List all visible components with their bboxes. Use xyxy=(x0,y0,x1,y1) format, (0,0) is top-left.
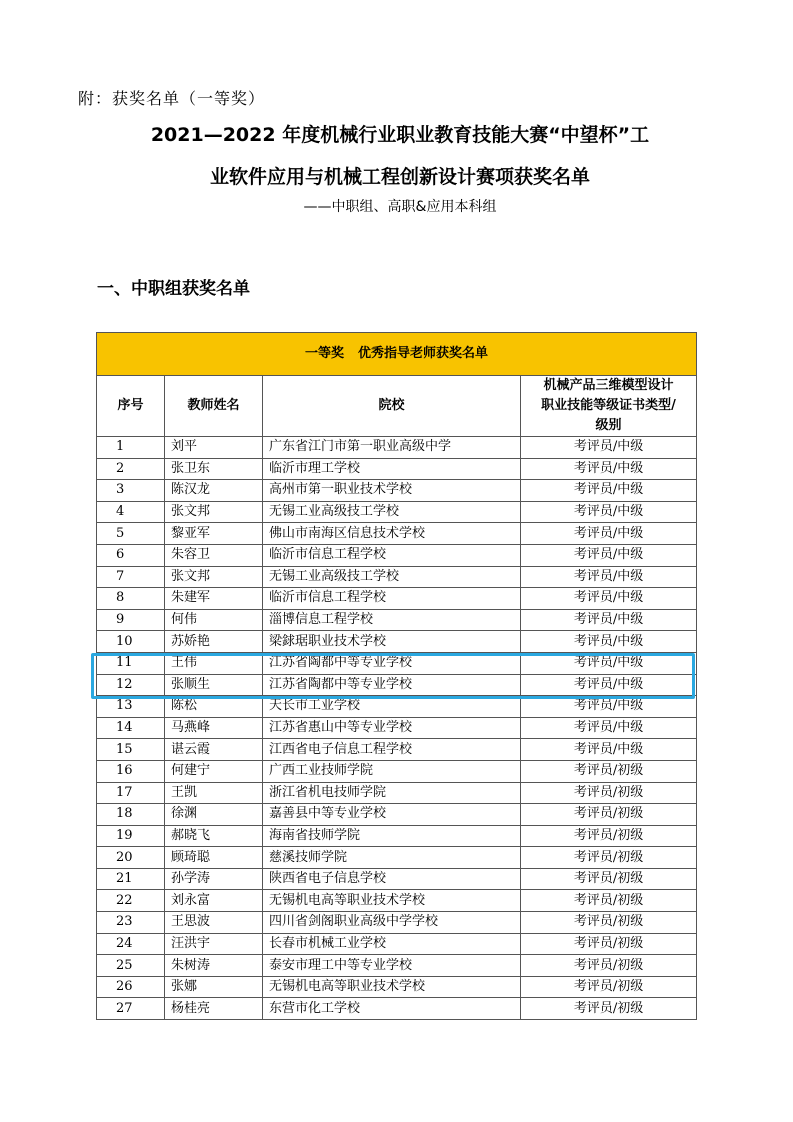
row-teacher-name: 何伟 xyxy=(165,609,263,631)
table-row xyxy=(97,523,697,545)
table-row xyxy=(97,609,697,631)
row-no: 7 xyxy=(97,566,165,588)
row-certificate-level: 考评员/中级 xyxy=(521,696,697,718)
row-teacher-name: 刘永富 xyxy=(165,890,263,912)
row-school: 临沂市信息工程学校 xyxy=(263,544,521,566)
banner-award-level: 一等奖 xyxy=(305,346,345,361)
row-school: 海南省技师学院 xyxy=(263,825,521,847)
section-heading: 一、中职组获奖名单 xyxy=(97,279,250,299)
row-certificate-level: 考评员/中级 xyxy=(521,566,697,588)
row-no: 20 xyxy=(97,847,165,869)
row-teacher-name: 郝晓飞 xyxy=(165,825,263,847)
row-teacher-name: 顾琦聪 xyxy=(165,847,263,869)
table-banner xyxy=(97,333,697,376)
row-school: 无锡工业高级技工学校 xyxy=(263,501,521,523)
row-no: 1 xyxy=(97,437,165,459)
row-no: 17 xyxy=(97,782,165,804)
table-row xyxy=(97,998,697,1020)
row-certificate-level: 考评员/初级 xyxy=(521,804,697,826)
row-teacher-name: 张文邦 xyxy=(165,501,263,523)
row-teacher-name: 汪洪宇 xyxy=(165,933,263,955)
award-table xyxy=(96,332,697,1020)
row-school: 临沂市理工学校 xyxy=(263,458,521,480)
row-school: 江西省电子信息工程学校 xyxy=(263,739,521,761)
row-certificate-level: 考评员/初级 xyxy=(521,890,697,912)
table-row xyxy=(97,933,697,955)
row-certificate-level: 考评员/初级 xyxy=(521,782,697,804)
table-header-row xyxy=(97,376,697,437)
row-certificate-level: 考评员/中级 xyxy=(521,437,697,459)
row-teacher-name: 谌云霞 xyxy=(165,739,263,761)
table-row xyxy=(97,912,697,934)
row-school: 天长市工业学校 xyxy=(263,696,521,718)
header-no: 序号 xyxy=(97,376,165,437)
row-school: 江苏省陶都中等专业学校 xyxy=(263,652,521,674)
banner-title: 优秀指导老师获奖名单 xyxy=(358,346,489,361)
row-no: 23 xyxy=(97,912,165,934)
row-no: 5 xyxy=(97,523,165,545)
row-certificate-level: 考评员/初级 xyxy=(521,760,697,782)
header-certificate-line-2: 职业技能等级证书类型/ xyxy=(541,398,676,413)
row-school: 无锡工业高级技工学校 xyxy=(263,566,521,588)
row-school: 无锡机电高等职业技术学校 xyxy=(263,976,521,998)
row-certificate-level: 考评员/中级 xyxy=(521,544,697,566)
table-row xyxy=(97,955,697,977)
row-no: 22 xyxy=(97,890,165,912)
row-certificate-level: 考评员/初级 xyxy=(521,825,697,847)
row-school: 江苏省陶都中等专业学校 xyxy=(263,674,521,696)
table-row xyxy=(97,782,697,804)
table-row xyxy=(97,825,697,847)
header-certificate xyxy=(521,376,697,437)
row-no: 4 xyxy=(97,501,165,523)
row-school: 慈溪技师学院 xyxy=(263,847,521,869)
document-title-line-1: 2021—2022 年度机械行业职业教育技能大赛“中望杯”工 xyxy=(150,124,650,146)
header-certificate-line-3: 级别 xyxy=(595,418,622,433)
table-row xyxy=(97,566,697,588)
row-no: 21 xyxy=(97,868,165,890)
row-no: 3 xyxy=(97,480,165,502)
table-row xyxy=(97,458,697,480)
row-teacher-name: 王凯 xyxy=(165,782,263,804)
row-certificate-level: 考评员/中级 xyxy=(521,739,697,761)
header-school: 院校 xyxy=(263,376,521,437)
row-no: 11 xyxy=(97,652,165,674)
row-teacher-name: 苏娇艳 xyxy=(165,631,263,653)
row-certificate-level: 考评员/中级 xyxy=(521,588,697,610)
row-certificate-level: 考评员/初级 xyxy=(521,868,697,890)
row-certificate-level: 考评员/初级 xyxy=(521,933,697,955)
table-row xyxy=(97,717,697,739)
row-teacher-name: 张顺生 xyxy=(165,674,263,696)
row-no: 15 xyxy=(97,739,165,761)
table-row xyxy=(97,696,697,718)
row-school: 佛山市南海区信息技术学校 xyxy=(263,523,521,545)
row-certificate-level: 考评员/初级 xyxy=(521,955,697,977)
row-teacher-name: 杨桂亮 xyxy=(165,998,263,1020)
table-row xyxy=(97,804,697,826)
row-teacher-name: 朱容卫 xyxy=(165,544,263,566)
row-no: 2 xyxy=(97,458,165,480)
row-school: 嘉善县中等专业学校 xyxy=(263,804,521,826)
row-certificate-level: 考评员/中级 xyxy=(521,631,697,653)
row-school: 广西工业技师学院 xyxy=(263,760,521,782)
table-row xyxy=(97,631,697,653)
row-teacher-name: 陈汉龙 xyxy=(165,480,263,502)
header-teacher-name: 教师姓名 xyxy=(165,376,263,437)
row-school: 江苏省惠山中等专业学校 xyxy=(263,717,521,739)
row-no: 19 xyxy=(97,825,165,847)
table-body xyxy=(97,437,697,1020)
row-certificate-level: 考评员/中级 xyxy=(521,458,697,480)
row-teacher-name: 刘平 xyxy=(165,437,263,459)
row-teacher-name: 黎亚军 xyxy=(165,523,263,545)
row-teacher-name: 陈松 xyxy=(165,696,263,718)
header-certificate-line-1: 机械产品三维模型设计 xyxy=(543,378,674,393)
row-no: 26 xyxy=(97,976,165,998)
row-no: 9 xyxy=(97,609,165,631)
row-teacher-name: 朱树涛 xyxy=(165,955,263,977)
row-no: 12 xyxy=(97,674,165,696)
row-teacher-name: 何建宁 xyxy=(165,760,263,782)
row-certificate-level: 考评员/初级 xyxy=(521,912,697,934)
row-school: 广东省江门市第一职业高级中学 xyxy=(263,437,521,459)
row-teacher-name: 张文邦 xyxy=(165,566,263,588)
row-no: 18 xyxy=(97,804,165,826)
row-certificate-level: 考评员/中级 xyxy=(521,674,697,696)
row-certificate-level: 考评员/中级 xyxy=(521,501,697,523)
row-teacher-name: 徐渊 xyxy=(165,804,263,826)
row-school: 浙江省机电技师学院 xyxy=(263,782,521,804)
row-school: 淄博信息工程学校 xyxy=(263,609,521,631)
row-no: 10 xyxy=(97,631,165,653)
row-no: 25 xyxy=(97,955,165,977)
row-teacher-name: 孙学涛 xyxy=(165,868,263,890)
table-banner-row xyxy=(97,333,697,376)
table-row xyxy=(97,890,697,912)
table-row xyxy=(97,674,697,696)
row-school: 东营市化工学校 xyxy=(263,998,521,1020)
row-school: 泰安市理工中等专业学校 xyxy=(263,955,521,977)
row-no: 6 xyxy=(97,544,165,566)
row-teacher-name: 王伟 xyxy=(165,652,263,674)
table-row xyxy=(97,868,697,890)
row-school: 四川省剑阁职业高级中学学校 xyxy=(263,912,521,934)
table-row xyxy=(97,437,697,459)
table-row xyxy=(97,847,697,869)
row-no: 13 xyxy=(97,696,165,718)
table-row xyxy=(97,544,697,566)
document-title-line-2: 业软件应用与机械工程创新设计赛项获奖名单 xyxy=(209,166,590,188)
table-row xyxy=(97,760,697,782)
row-school: 临沂市信息工程学校 xyxy=(263,588,521,610)
row-teacher-name: 张卫东 xyxy=(165,458,263,480)
annex-label: 附：获奖名单（一等奖） xyxy=(78,89,266,108)
table-row xyxy=(97,976,697,998)
row-no: 27 xyxy=(97,998,165,1020)
row-school: 陕西省电子信息学校 xyxy=(263,868,521,890)
row-certificate-level: 考评员/中级 xyxy=(521,480,697,502)
row-certificate-level: 考评员/初级 xyxy=(521,998,697,1020)
row-certificate-level: 考评员/中级 xyxy=(521,717,697,739)
row-certificate-level: 考评员/初级 xyxy=(521,976,697,998)
row-teacher-name: 王思波 xyxy=(165,912,263,934)
row-no: 24 xyxy=(97,933,165,955)
table-row xyxy=(97,501,697,523)
row-teacher-name: 张娜 xyxy=(165,976,263,998)
table-row xyxy=(97,588,697,610)
row-certificate-level: 考评员/中级 xyxy=(521,609,697,631)
row-teacher-name: 朱建军 xyxy=(165,588,263,610)
row-no: 8 xyxy=(97,588,165,610)
row-certificate-level: 考评员/初级 xyxy=(521,847,697,869)
row-school: 长春市机械工业学校 xyxy=(263,933,521,955)
row-school: 无锡机电高等职业技术学校 xyxy=(263,890,521,912)
row-school: 高州市第一职业技术学校 xyxy=(263,480,521,502)
row-teacher-name: 马燕峰 xyxy=(165,717,263,739)
table-row xyxy=(97,652,697,674)
table-row xyxy=(97,480,697,502)
row-no: 16 xyxy=(97,760,165,782)
document-subtitle: ——中职组、高职&应用本科组 xyxy=(303,199,497,215)
row-school: 梁銶琚职业技术学校 xyxy=(263,631,521,653)
row-certificate-level: 考评员/中级 xyxy=(521,523,697,545)
row-certificate-level: 考评员/中级 xyxy=(521,652,697,674)
table-row xyxy=(97,739,697,761)
row-no: 14 xyxy=(97,717,165,739)
